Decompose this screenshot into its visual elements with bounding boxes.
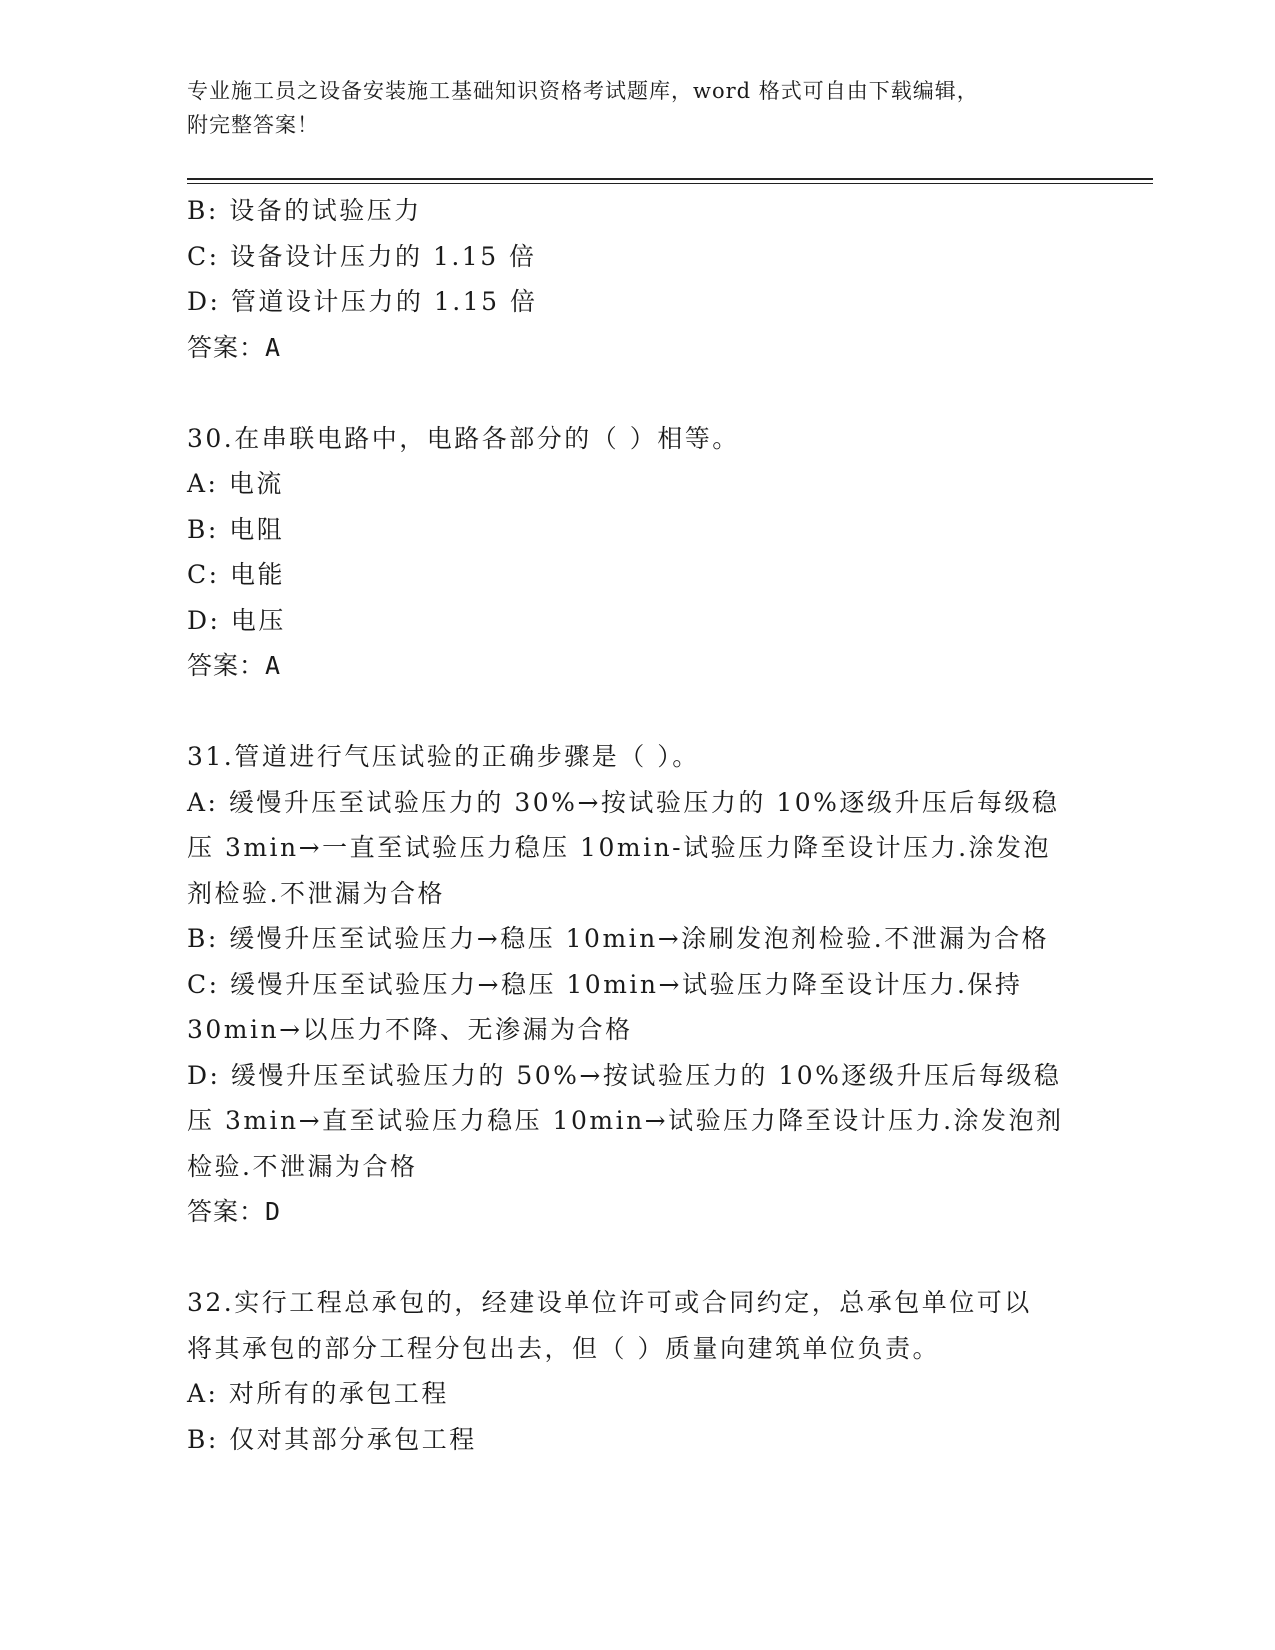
question-spacer (187, 689, 1087, 735)
option-d-line-3: 检验.不泄漏为合格 (187, 1151, 418, 1181)
option-d-line-2: 压 3min→直至试验压力稳压 10min→试验压力降至设计压力.涂发泡剂 (187, 1106, 1064, 1135)
question-text-line-1: 32.实行工程总承包的，经建设单位许可或合同约定，总承包单位可以 (187, 1288, 1032, 1317)
question-spacer (187, 1235, 1087, 1281)
question-30 (187, 416, 1087, 689)
answer: 答案：D (187, 1197, 282, 1226)
question-32 (187, 1280, 1087, 1462)
option-c: C: 电能 (187, 560, 285, 589)
option-c-line-2: 30min→以压力不降、无渗漏为合格 (187, 1015, 633, 1044)
question-text-line-2: 将其承包的部分工程分包出去，但（ ）质量向建筑单位负责。 (187, 1333, 940, 1363)
header-line-2: 附完整答案！ (187, 113, 319, 137)
option-a: A: 对所有的承包工程 (187, 1379, 449, 1408)
header-line-1: 专业施工员之设备安装施工基础知识资格考试题库，word 格式可自由下载编辑， (187, 79, 979, 103)
option-a: A: 电流 (187, 469, 284, 498)
page-header (187, 74, 1067, 142)
question-text: 30.在串联电路中，电路各部分的（ ）相等。 (187, 423, 740, 453)
option-a-line-3: 剂检验.不泄漏为合格 (187, 878, 445, 908)
question-spacer (187, 370, 1087, 416)
option-a-line-1: A: 缓慢升压至试验压力的 30%→按试验压力的 10%逐级升压后每级稳 (187, 787, 1060, 817)
header-divider-thin (187, 183, 1153, 184)
option-c: C: 设备设计压力的 1.15 倍 (187, 241, 537, 271)
option-b: B: 设备的试验压力 (187, 196, 422, 225)
option-d-line-1: D: 缓慢升压至试验压力的 50%→按试验压力的 10%逐级升压后每级稳 (187, 1060, 1062, 1090)
option-b: B: 电阻 (187, 514, 285, 544)
header-divider-thick (187, 178, 1153, 180)
option-d: D: 电压 (187, 605, 286, 635)
question-text: 31.管道进行气压试验的正确步骤是（ ）。 (187, 742, 700, 771)
question-list (187, 188, 1087, 1462)
option-b: B: 缓慢升压至试验压力→稳压 10min→涂刷发泡剂检验.不泄漏为合格 (187, 924, 1050, 953)
answer: 答案：A (187, 651, 282, 680)
question-31 (187, 734, 1087, 1235)
option-c-line-1: C: 缓慢升压至试验压力→稳压 10min→试验压力降至设计压力.保持 (187, 969, 1023, 999)
option-b: B: 仅对其部分承包工程 (187, 1424, 477, 1454)
answer: 答案：A (187, 332, 282, 362)
option-d: D: 管道设计压力的 1.15 倍 (187, 287, 538, 316)
option-a-line-2: 压 3min→一直至试验压力稳压 10min-试验压力降至设计压力.涂发泡 (187, 833, 1052, 862)
question-29-tail (187, 188, 1087, 370)
